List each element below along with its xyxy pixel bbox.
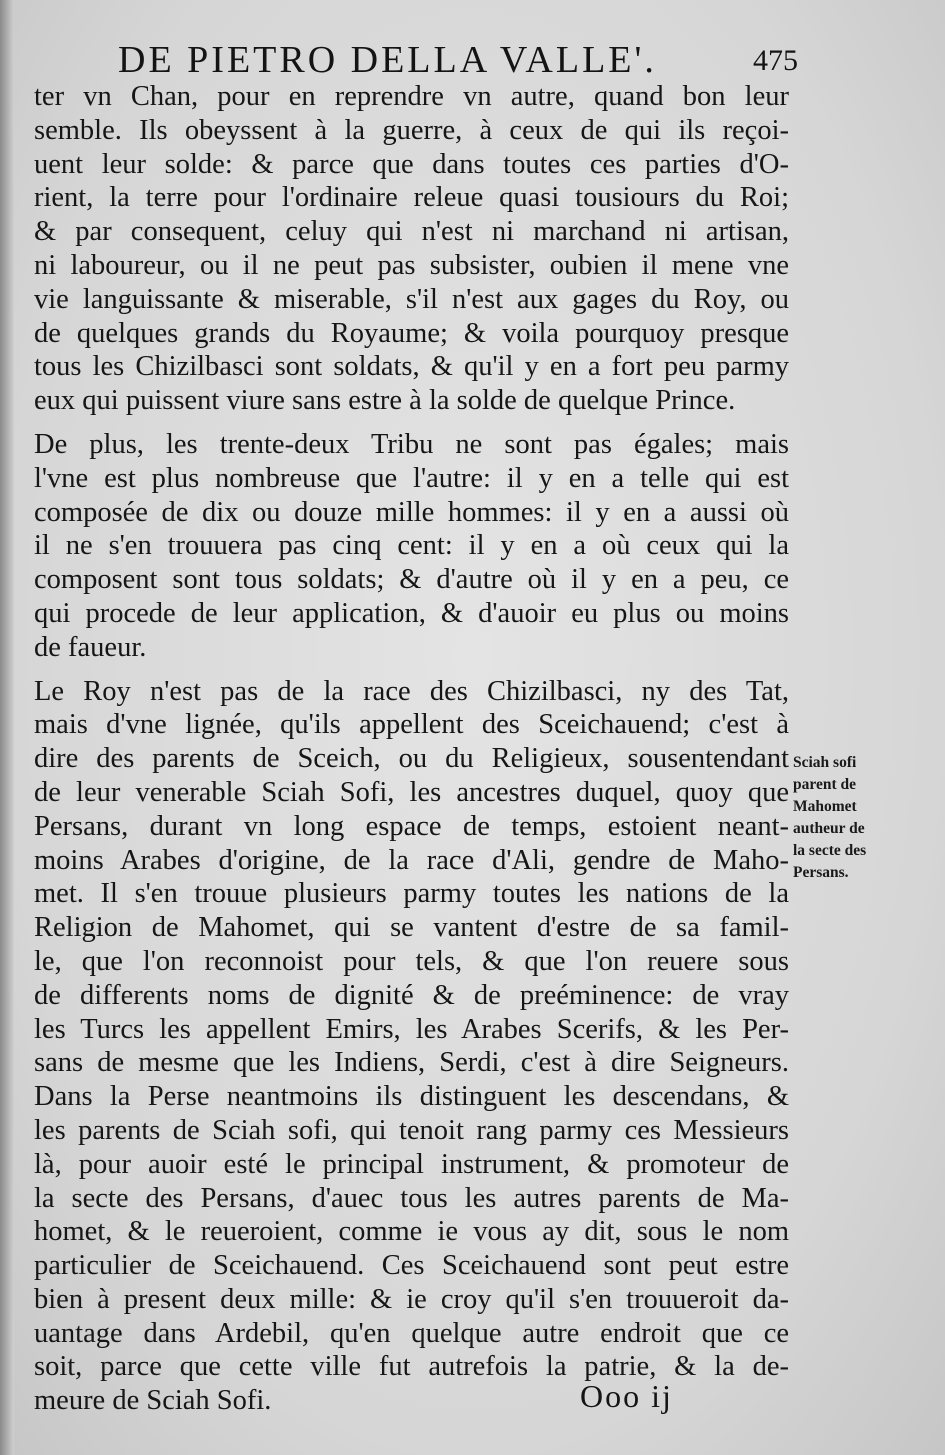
text-line: soit, parce que cette ville fut autrefois la patrie, & la de- [34, 1351, 789, 1383]
text-line: moins Arabes d'origine, de la race d'Ali, gendre de Maho- [34, 844, 789, 876]
text-line: de leur venerable Sciah Sofi, les ancestres duquel, quoy que [34, 776, 789, 808]
text-line: particulier de Sceichauend. Ces Sceichauend sont peut estre [34, 1250, 789, 1282]
running-head: DE PIETRO DELLA VALLE'. [118, 39, 657, 81]
text-line: Religion de Mahomet, qui se vantent d'estre de sa famil- [34, 912, 789, 944]
main-text [34, 80, 789, 1418]
text-line: de differents noms de dignité & de preéminence: de vray [34, 979, 789, 1011]
text-line: l'vne est plus nombreuse que l'autre: il y en a telle qui est [34, 462, 789, 494]
text-line: Le Roy n'est pas de la race des Chizilbasci, ny des Tat, [34, 675, 789, 707]
text-line: uantage dans Ardebil, qu'en quelque autre endroit que ce [34, 1317, 789, 1349]
text-line: la secte des Persans, d'auec tous les autres parents de Ma- [34, 1182, 789, 1214]
binding-shadow [0, 0, 14, 1455]
text-line: rient, la terre pour l'ordinaire releue quasi tousiours du Roi; [34, 182, 789, 214]
text-line: sans de mesme que les Indiens, Serdi, c'est à dire Seigneurs. [34, 1047, 789, 1079]
page-header [118, 38, 798, 84]
text-line: les Turcs les appellent Emirs, les Arabes Scerifs, & les Per- [34, 1013, 789, 1045]
text-line: les parents de Sciah sofi, qui tenoit rang parmy ces Messieurs [34, 1114, 789, 1146]
text-line: Persans, durant vn long espace de temps, estoient neant- [34, 810, 789, 842]
margin-note-line: Sciah sofi [793, 754, 857, 771]
text-line: là, pour auoir esté le principal instrument, & promoteur de [34, 1148, 789, 1180]
text-line: dire des parents de Sceich, ou du Religieux, sousentendant [34, 743, 789, 775]
text-line: le, que l'on reconnoist pour tels, & que l'on reuere sous [34, 945, 789, 977]
text-line: composent sont tous soldats; & d'autre où il y en a peu, ce [34, 564, 789, 596]
margin-note-line: parent de [793, 776, 857, 793]
margin-note-line: autheur de [793, 820, 865, 837]
text-line: eux qui puissent viure sans estre à la solde de quelque Prince. [34, 385, 736, 417]
text-line: vie languissante & miserable, s'il n'est aux gages du Roy, ou [34, 283, 789, 315]
text-line: mais d'vne lignée, qu'ils appellent des Sceichauend; c'est à [34, 709, 789, 741]
margin-note-line: la secte des [793, 842, 867, 859]
text-line: semble. Ils obeyssent à la guerre, à ceux de qui ils reçoi- [34, 114, 789, 146]
text-line: composée de dix ou douze mille hommes: il y en a aussi où [34, 496, 789, 528]
paragraph-gap [34, 418, 789, 428]
text-line: de faueur. [34, 631, 147, 663]
margin-note-line: Persans. [793, 864, 849, 881]
text-line: ni laboureur, ou il ne peut pas subsister, oubien il mene vne [34, 249, 789, 281]
text-line: ter vn Chan, pour en reprendre vn autre, quand bon leur [34, 81, 789, 112]
margin-note-line: Mahomet [793, 798, 857, 815]
text-line: & par consequent, celuy qui n'est ni marchand ni artisan, [34, 216, 789, 248]
paragraph-gap [34, 665, 789, 675]
paragraph [34, 428, 789, 665]
margin-note [793, 752, 913, 884]
text-line: meure de Sciah Sofi. [34, 1385, 272, 1417]
text-line: met. Il s'en trouue plusieurs parmy toutes les nations de la [34, 878, 789, 910]
text-line: il ne s'en trouuera pas cinq cent: il y en a où ceux qui la [34, 530, 789, 562]
catchword: Ooo ij [580, 1378, 673, 1414]
text-line: de quelques grands du Royaume; & voila pourquoy presque [34, 317, 789, 349]
text-line: qui procede de leur application, & d'auoir eu plus ou moins [34, 597, 789, 629]
text-line: Dans la Perse neantmoins ils distinguent les descendans, & [34, 1081, 789, 1113]
text-line: homet, & le reueroient, comme ie vous ay dit, sous le nom [34, 1216, 789, 1248]
paragraph [34, 675, 789, 1419]
text-line: tous les Chizilbasci sont soldats, & qu'il y en a fort peu parmy [34, 351, 789, 383]
paragraph [34, 80, 789, 418]
page-number: 475 [753, 44, 798, 77]
text-line: bien à present deux mille: & ie croy qu'il s'en trouueroit da- [34, 1283, 789, 1315]
text-line: uent leur solde: & parce que dans toutes ces parties d'O- [34, 148, 789, 180]
text-line: De plus, les trente-deux Tribu ne sont pas égales; mais [34, 428, 789, 460]
